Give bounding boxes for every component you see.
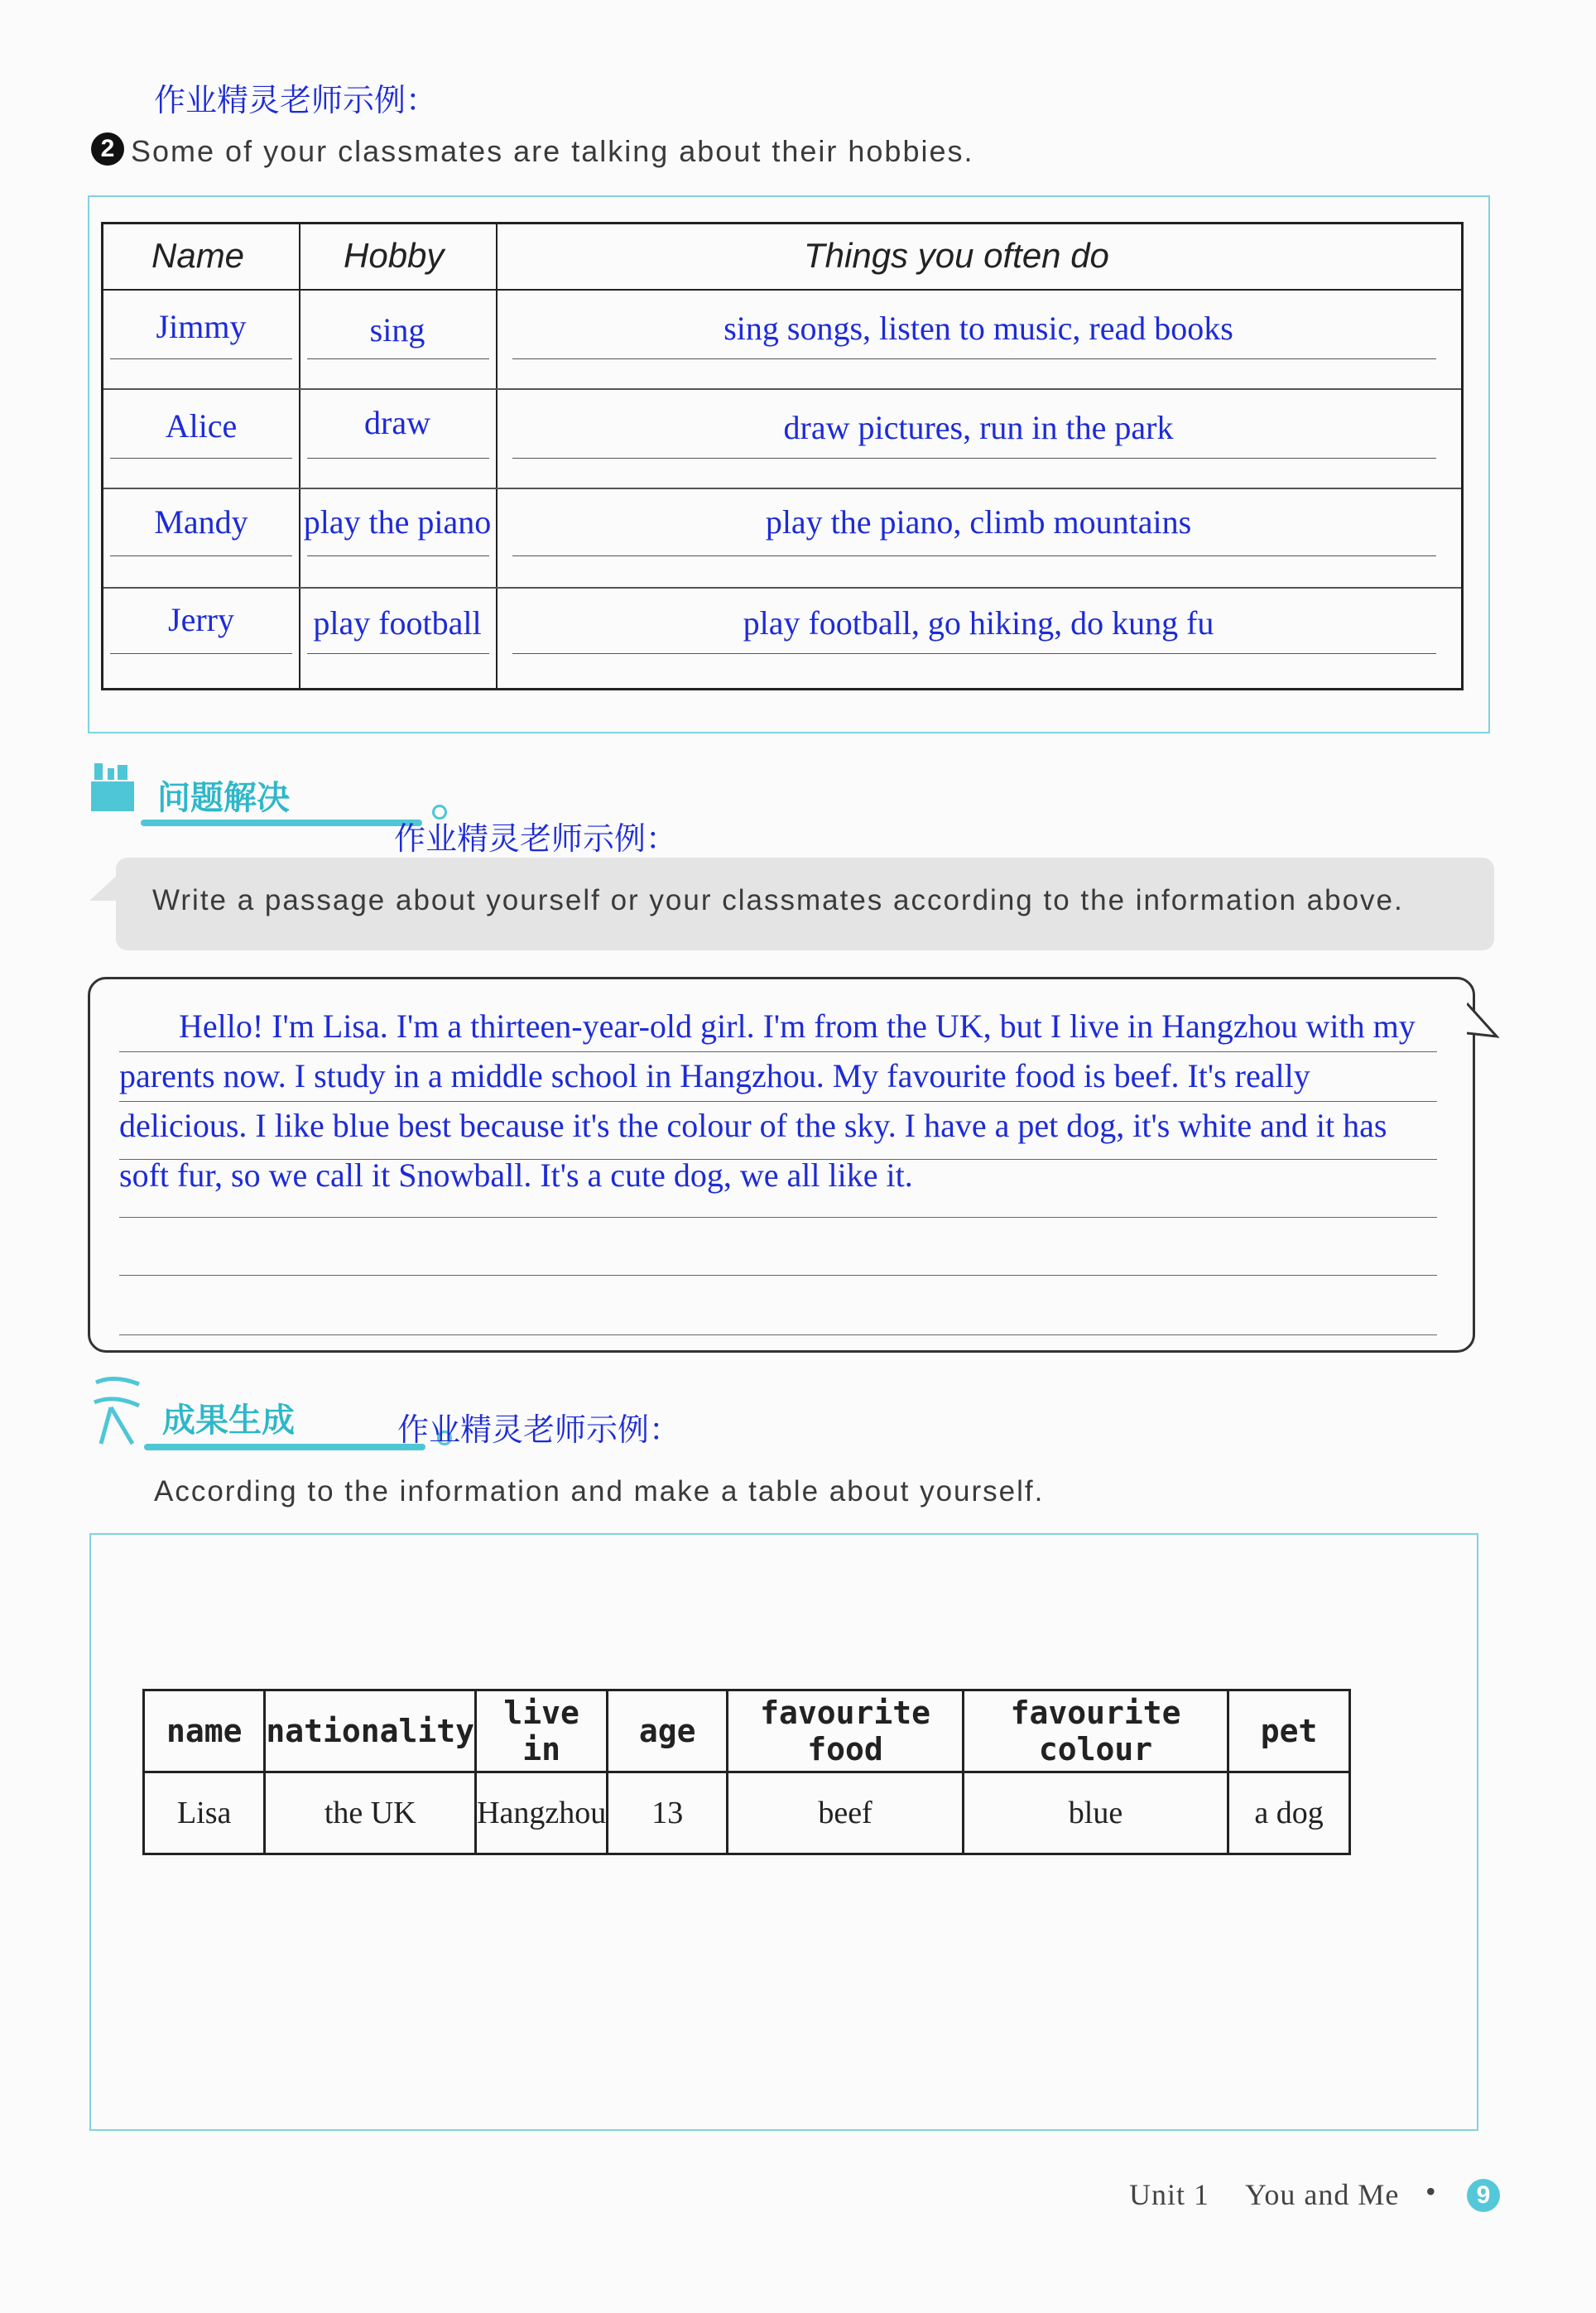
data-cell: Lisa [144, 1772, 265, 1854]
problem-solving-title: 问题解决 [157, 779, 290, 817]
table-cell-name: Alice [165, 407, 238, 445]
table-cell-things: draw pictures, run in the park [783, 409, 1174, 446]
result-badge [89, 1374, 295, 1453]
header-cell: nationality [265, 1690, 476, 1772]
passage-instruction: Write a passage about yourself or your classmates according to the information above. [152, 884, 1404, 916]
footer-unit: Unit 1 [1129, 2178, 1210, 2211]
table-cell-name: Jerry [168, 601, 234, 638]
table-cell-hobby: sing [369, 311, 425, 349]
table-instruction: According to the information and make a table about yourself. [154, 1475, 1045, 1508]
header-hobby: Hobby [344, 236, 445, 275]
teacher-example-label: 作业精灵老师示例： [397, 1411, 681, 1448]
teacher-example-label: 作业精灵老师示例： [154, 82, 438, 118]
profile-table [142, 1689, 1351, 1855]
bubble-tail-icon [1467, 1002, 1500, 1043]
header-cell: live in [476, 1690, 608, 1772]
result-title: 成果生成 [162, 1402, 295, 1440]
pencil-cup-icon [89, 1374, 147, 1449]
header-cell: favourite food [728, 1690, 964, 1772]
page-number: 9 [1467, 2179, 1500, 2212]
hobbies-table [101, 222, 1464, 690]
data-cell: the UK [265, 1772, 476, 1854]
problem-solving-badge [89, 760, 290, 822]
exercise-instruction: Some of your classmates are talking about their hobbies. [131, 134, 974, 168]
table-cell-things: play the piano, climb mountains [765, 503, 1192, 541]
desk-icon [89, 760, 139, 818]
header-cell: name [144, 1690, 265, 1772]
header-cell: age [608, 1690, 728, 1772]
table-row [144, 1772, 1350, 1854]
table-header-row [144, 1690, 1350, 1772]
sample-passage: Hello! I'm Lisa. I'm a thirteen-year-old girl. I'm from the UK, but I live in Hangzhou with my parents now. I study in a middle school in Hangzhou. My favourite food is beef. It's really delicious. I like blue best because it's the colour of the sky. I have a pet dog, it's white and it has soft fur, so we call it Snowball. It's a cute dog, we all like it. [119, 1007, 1416, 1194]
table-cell-hobby: play the piano [303, 503, 492, 541]
header-name: Name [151, 236, 245, 275]
table-cell-name: Jimmy [156, 308, 247, 345]
data-cell: beef [728, 1772, 964, 1854]
table-cell-things: play football, go hiking, do kung fu [743, 604, 1214, 642]
circled-2-icon: 2 [91, 132, 124, 166]
data-cell: 13 [608, 1772, 728, 1854]
table-cell-things: sing songs, listen to music, read books [723, 310, 1233, 347]
footer-title: You and Me [1245, 2178, 1400, 2211]
data-cell: a dog [1228, 1772, 1350, 1854]
data-cell: blue [963, 1772, 1228, 1854]
teacher-example-label: 作业精灵老师示例： [394, 820, 678, 857]
table-cell-hobby: play football [313, 604, 482, 642]
header-cell: favourite colour [963, 1690, 1228, 1772]
header-things: Things you often do [804, 236, 1109, 275]
table-cell-hobby: draw [364, 404, 430, 441]
data-cell: Hangzhou [476, 1772, 608, 1854]
table-cell-name: Mandy [154, 503, 248, 541]
footer-bullet: • [1425, 2175, 1437, 2208]
header-cell: pet [1228, 1690, 1350, 1772]
